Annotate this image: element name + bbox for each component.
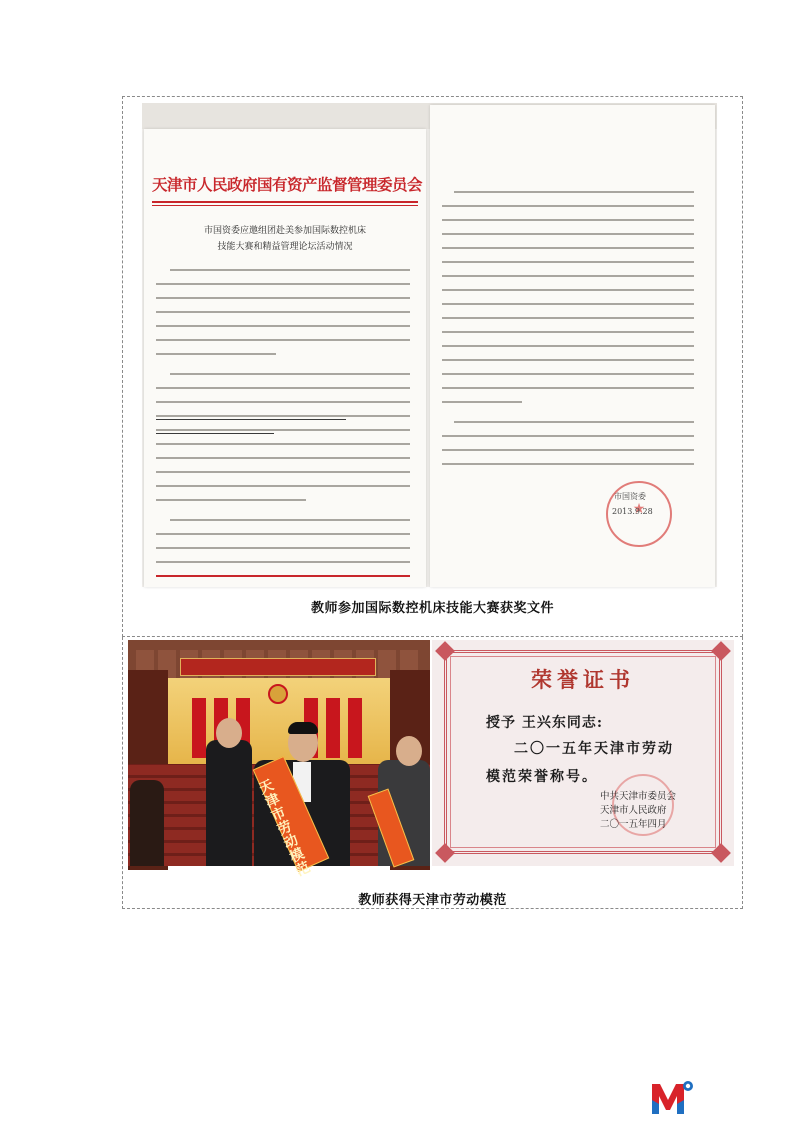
- red-flag: [348, 698, 362, 758]
- text-line: [454, 191, 694, 193]
- document-signature: 市国资委: [614, 492, 646, 501]
- text-line: [442, 289, 694, 291]
- text-line: [156, 561, 410, 563]
- document-title-line-2: 技能大赛和精益管理论坛活动情况: [217, 242, 353, 252]
- award-ceremony-photo: [128, 640, 430, 880]
- text-line: [156, 547, 410, 549]
- letterhead-rule-thin: [152, 205, 418, 206]
- document-letterhead: 天津市人民政府国有资产监督管理委员会: [152, 175, 423, 194]
- document-title-line-1: 市国资委应邀组团赴美参加国际数控机床: [203, 226, 366, 236]
- document-date: 2013.9.28: [612, 507, 653, 516]
- text-line: [442, 463, 694, 465]
- text-line: [454, 421, 694, 423]
- text-line: [442, 303, 694, 305]
- text-line: [156, 325, 410, 327]
- text-line: [156, 415, 410, 417]
- text-line: [442, 247, 694, 249]
- text-line: [156, 471, 410, 473]
- text-line: [170, 269, 410, 271]
- honor-certificate: [432, 640, 734, 866]
- text-line: [442, 435, 694, 437]
- person: [206, 740, 252, 866]
- text-line: [442, 219, 694, 221]
- text-line: [442, 331, 694, 333]
- certificate-issuer-3: 二〇一五年四月: [600, 819, 667, 830]
- document-page-right: [430, 105, 715, 587]
- certificate-honor-line-1: 二〇一五年天津市劳动: [514, 741, 674, 757]
- text-line: [156, 443, 410, 445]
- text-line: [156, 457, 410, 459]
- red-flag: [326, 698, 340, 758]
- text-line: [170, 373, 410, 375]
- document-caption: 教师参加国际数控机床技能大赛获奖文件: [310, 601, 554, 616]
- certificate-title: 荣誉证书: [531, 667, 635, 692]
- text-line: [156, 429, 410, 431]
- certificate-recipient: 授予 王兴东同志:: [486, 715, 604, 731]
- text-line: [442, 205, 694, 207]
- certificate-issuer-1: 中共天津市委员会: [600, 791, 677, 802]
- highlight-band: [156, 575, 410, 577]
- text-line: [442, 359, 694, 361]
- text-line: [442, 449, 694, 451]
- award-document-photo: [142, 103, 717, 587]
- text-line: [442, 345, 694, 347]
- red-flag: [192, 698, 206, 758]
- certificate-issuer-2: 天津市人民政府: [600, 805, 667, 816]
- text-line: [156, 499, 306, 501]
- awardee-hair: [288, 722, 318, 734]
- text-line: [156, 283, 410, 285]
- sash-text: 天津市劳动模范: [256, 777, 313, 880]
- text-line: [156, 401, 410, 403]
- text-line: [442, 401, 522, 403]
- text-line: [442, 261, 694, 263]
- text-line: [156, 533, 410, 535]
- text-line: [156, 311, 410, 313]
- text-line: [170, 519, 410, 521]
- labor-model-caption: 教师获得天津市劳动模范: [358, 893, 507, 908]
- text-line: [442, 373, 694, 375]
- document-page-left: [144, 129, 426, 587]
- school-logo-icon: [650, 1078, 694, 1116]
- person-head: [396, 736, 422, 766]
- stage-banner: [180, 658, 376, 676]
- text-line: [442, 317, 694, 319]
- text-line: [442, 233, 694, 235]
- text-line: [156, 387, 410, 389]
- person: [130, 780, 164, 866]
- highlighted-text-underline: [156, 433, 274, 434]
- text-line: [442, 275, 694, 277]
- highlighted-text-underline: [156, 419, 346, 420]
- national-emblem-icon: [268, 684, 288, 704]
- text-line: [156, 339, 410, 341]
- text-line: [156, 353, 276, 355]
- certificate-honor-line-2: 模范荣誉称号。: [486, 769, 598, 785]
- text-line: [442, 387, 694, 389]
- letterhead-rule: [152, 201, 418, 203]
- person-head: [216, 718, 242, 748]
- text-line: [156, 485, 410, 487]
- text-line: [156, 297, 410, 299]
